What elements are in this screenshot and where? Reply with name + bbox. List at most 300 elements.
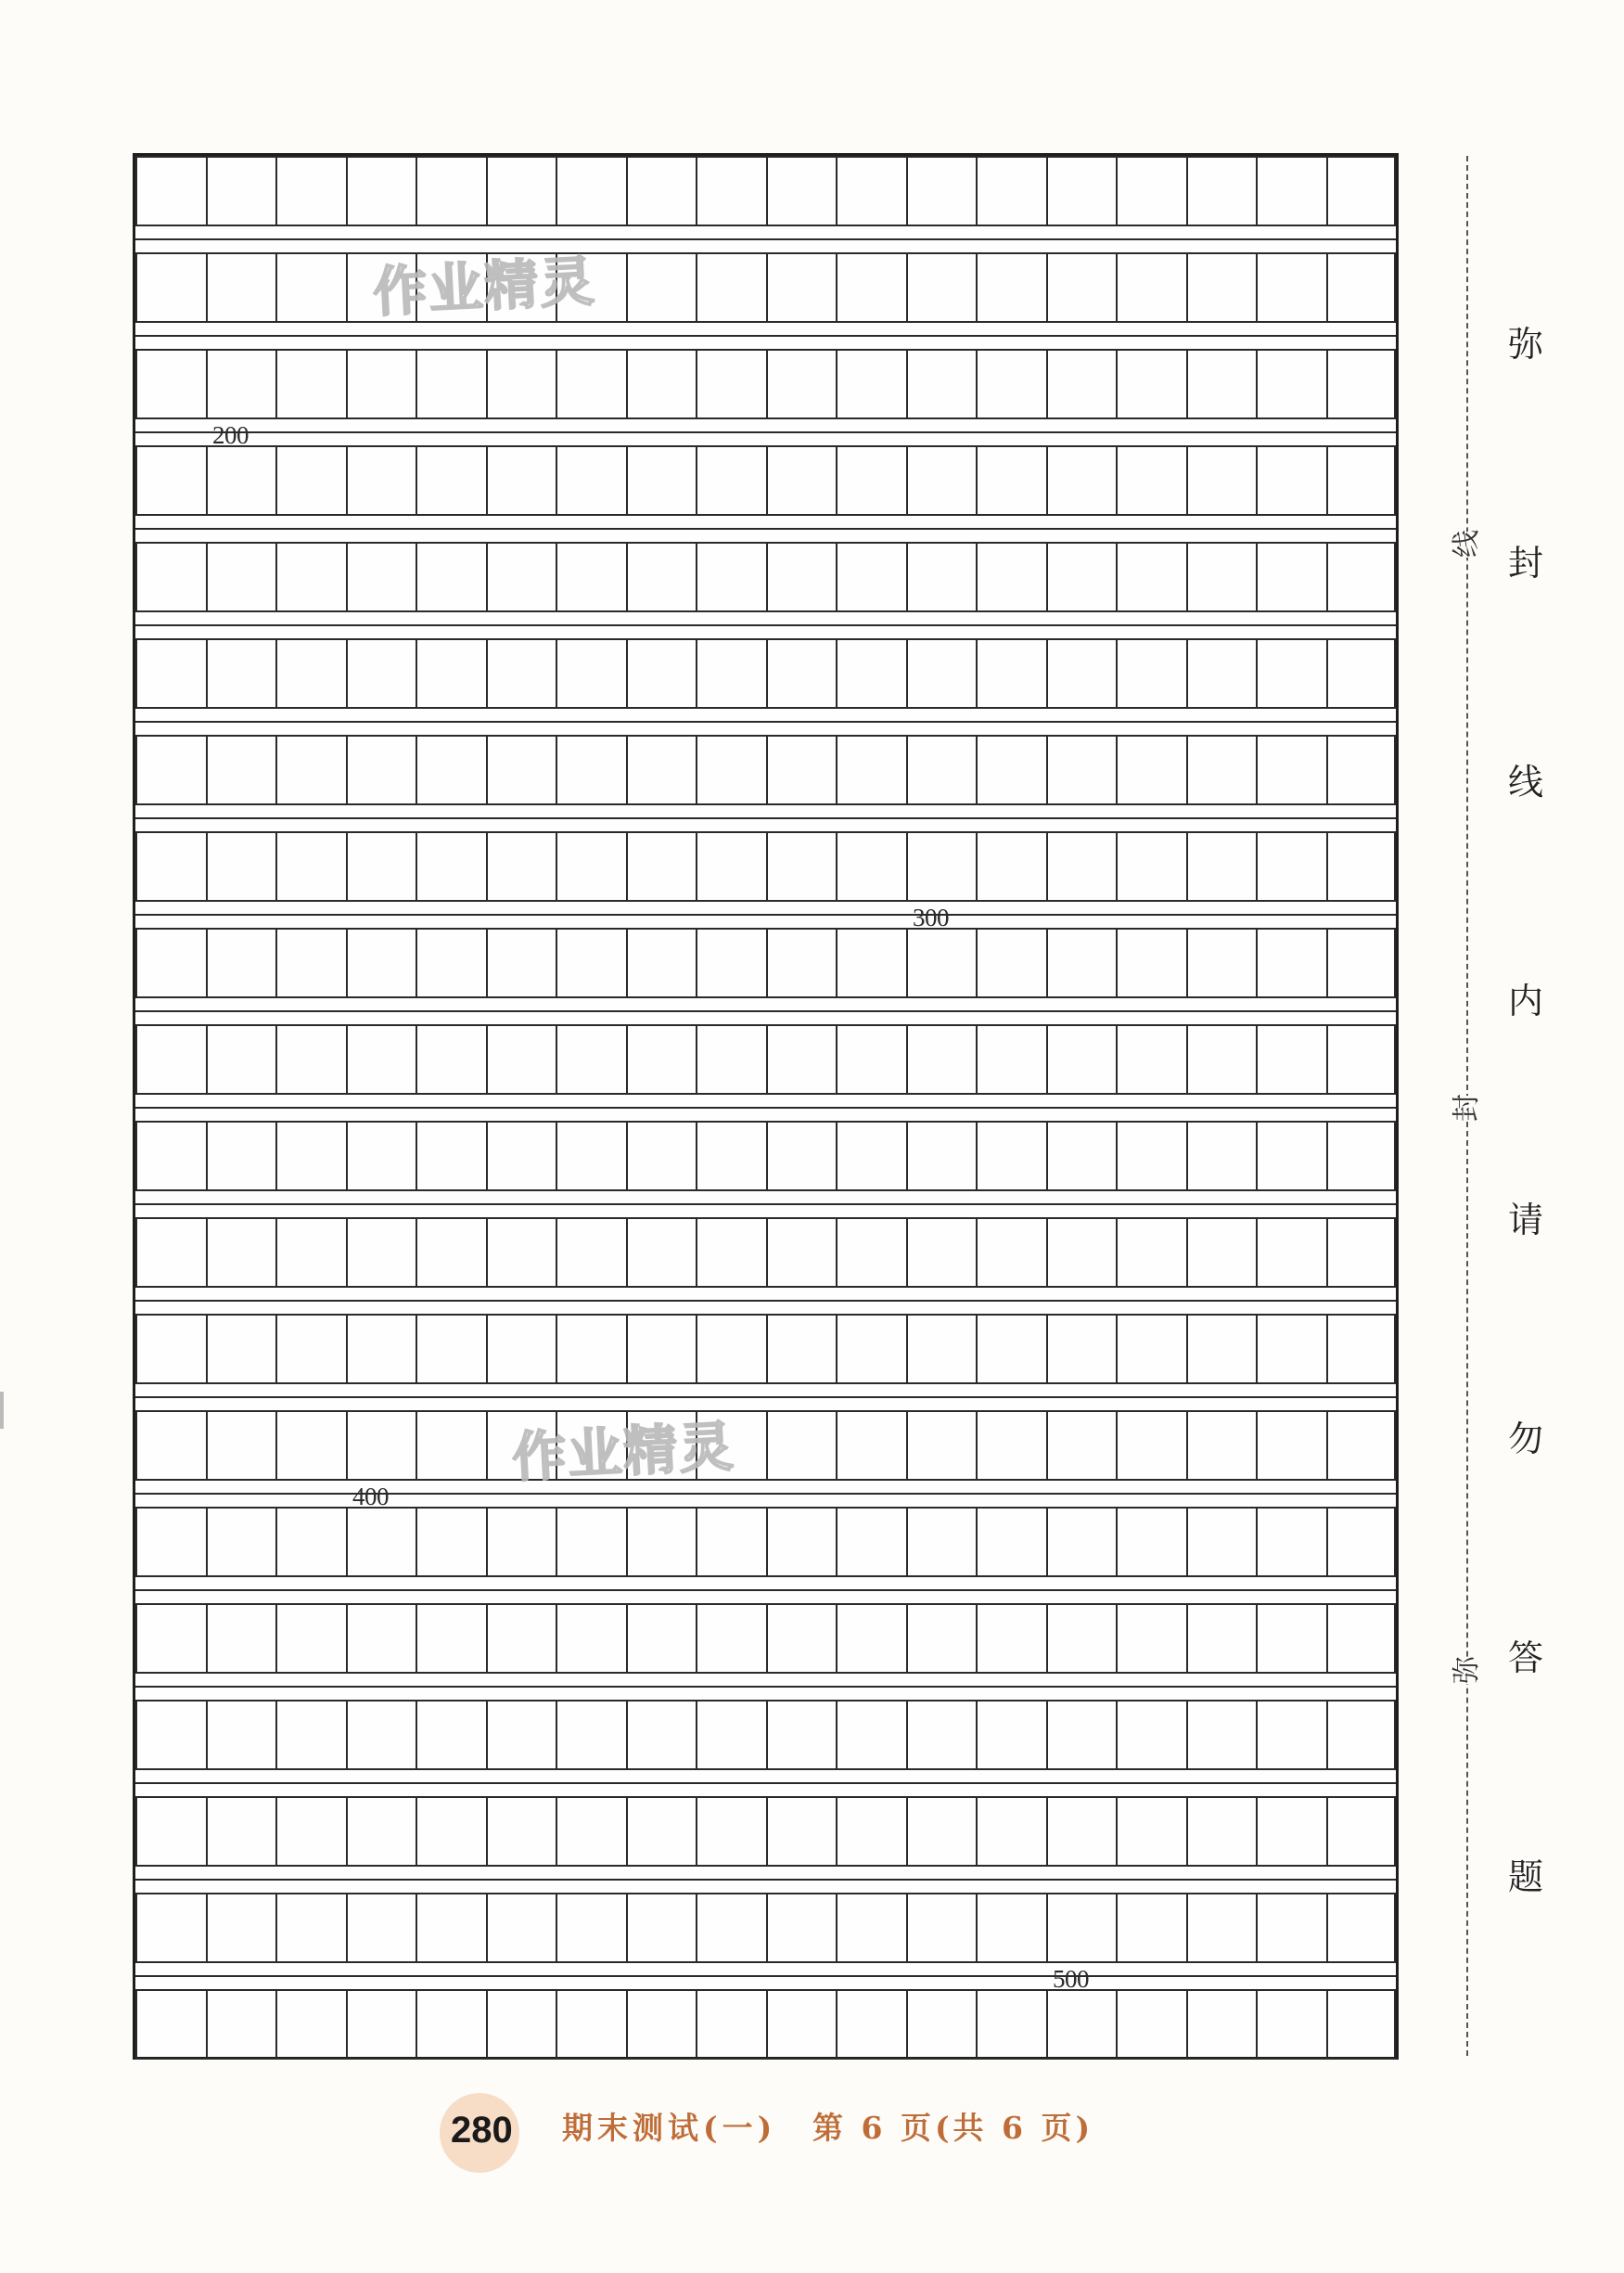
grid-cell[interactable]	[1116, 1893, 1186, 1963]
grid-cell[interactable]	[1186, 735, 1257, 805]
grid-cell[interactable]	[696, 1024, 766, 1095]
grid-cell[interactable]	[1326, 1603, 1397, 1674]
grid-cell[interactable]	[1186, 156, 1257, 226]
grid-cell[interactable]	[766, 1121, 837, 1191]
grid-cell[interactable]	[346, 735, 416, 805]
grid-cell[interactable]	[906, 252, 977, 323]
grid-cell[interactable]	[766, 638, 837, 709]
grid-cell[interactable]	[626, 1989, 697, 2060]
grid-cell[interactable]	[556, 445, 626, 516]
grid-cell[interactable]	[486, 1603, 556, 1674]
grid-cell[interactable]	[906, 1217, 977, 1288]
grid-cell[interactable]	[486, 638, 556, 709]
grid-cell[interactable]	[906, 1989, 977, 2060]
grid-cell[interactable]	[906, 1893, 977, 1963]
grid-cell[interactable]	[906, 1314, 977, 1384]
grid-cell[interactable]	[976, 831, 1046, 902]
grid-cell[interactable]	[416, 1314, 486, 1384]
grid-cell[interactable]	[135, 1121, 206, 1191]
grid-cell[interactable]	[135, 1024, 206, 1095]
grid-cell[interactable]	[1186, 1796, 1257, 1867]
grid-cell[interactable]	[416, 1700, 486, 1770]
grid-cell[interactable]	[1046, 1217, 1117, 1288]
grid-cell[interactable]	[1326, 1024, 1397, 1095]
grid-cell[interactable]	[696, 1603, 766, 1674]
grid-cell[interactable]	[556, 1024, 626, 1095]
grid-cell[interactable]	[1116, 542, 1186, 612]
grid-cell[interactable]	[696, 252, 766, 323]
grid-cell[interactable]	[1256, 542, 1326, 612]
grid-cell[interactable]	[416, 831, 486, 902]
grid-cell[interactable]	[626, 1024, 697, 1095]
grid-cell[interactable]	[696, 1989, 766, 2060]
grid-cell[interactable]	[486, 1700, 556, 1770]
grid-cell[interactable]	[346, 1603, 416, 1674]
grid-cell[interactable]	[206, 928, 276, 998]
grid-cell[interactable]	[1116, 1217, 1186, 1288]
grid-cell[interactable]	[135, 349, 206, 419]
grid-cell[interactable]	[696, 1217, 766, 1288]
grid-cell[interactable]	[206, 1796, 276, 1867]
grid-cell[interactable]	[1326, 542, 1397, 612]
grid-cell[interactable]	[976, 1121, 1046, 1191]
grid-cell[interactable]	[346, 1121, 416, 1191]
grid-cell[interactable]	[836, 1024, 906, 1095]
grid-cell[interactable]	[766, 1217, 837, 1288]
grid-cell[interactable]	[626, 542, 697, 612]
grid-cell[interactable]	[135, 1217, 206, 1288]
grid-cell[interactable]	[626, 1507, 697, 1577]
grid-cell[interactable]	[206, 1410, 276, 1481]
grid-cell[interactable]	[1046, 1507, 1117, 1577]
grid-cell[interactable]	[206, 1989, 276, 2060]
grid-cell[interactable]	[1326, 252, 1397, 323]
grid-cell[interactable]	[1046, 735, 1117, 805]
grid-cell[interactable]	[135, 1893, 206, 1963]
grid-cell[interactable]	[346, 831, 416, 902]
grid-cell[interactable]	[275, 445, 346, 516]
grid-cell[interactable]	[1326, 638, 1397, 709]
grid-cell[interactable]	[766, 445, 837, 516]
grid-cell[interactable]	[1046, 1410, 1117, 1481]
grid-cell[interactable]	[1116, 349, 1186, 419]
grid-cell[interactable]	[1116, 1024, 1186, 1095]
grid-cell[interactable]	[976, 252, 1046, 323]
grid-cell[interactable]	[626, 1603, 697, 1674]
grid-cell[interactable]	[346, 1507, 416, 1577]
grid-cell[interactable]	[556, 156, 626, 226]
grid-cell[interactable]	[1256, 156, 1326, 226]
grid-cell[interactable]	[1326, 445, 1397, 516]
grid-cell[interactable]	[1186, 349, 1257, 419]
grid-cell[interactable]	[766, 1796, 837, 1867]
grid-cell[interactable]	[1046, 1121, 1117, 1191]
grid-cell[interactable]	[135, 1314, 206, 1384]
grid-cell[interactable]	[206, 638, 276, 709]
grid-cell[interactable]	[135, 1796, 206, 1867]
grid-cell[interactable]	[1046, 928, 1117, 998]
grid-cell[interactable]	[976, 349, 1046, 419]
grid-cell[interactable]	[346, 349, 416, 419]
grid-cell[interactable]	[906, 156, 977, 226]
grid-cell[interactable]	[906, 1024, 977, 1095]
grid-cell[interactable]	[486, 735, 556, 805]
grid-cell[interactable]	[416, 1507, 486, 1577]
grid-cell[interactable]	[976, 445, 1046, 516]
grid-cell[interactable]	[416, 1217, 486, 1288]
grid-cell[interactable]	[906, 1796, 977, 1867]
grid-cell[interactable]	[766, 831, 837, 902]
grid-cell[interactable]	[1256, 1507, 1326, 1577]
grid-cell[interactable]	[416, 156, 486, 226]
grid-cell[interactable]	[206, 349, 276, 419]
grid-cell[interactable]	[626, 928, 697, 998]
grid-cell[interactable]	[906, 735, 977, 805]
grid-cell[interactable]	[275, 928, 346, 998]
grid-cell[interactable]	[976, 1603, 1046, 1674]
grid-cell[interactable]	[1186, 928, 1257, 998]
grid-cell[interactable]	[696, 638, 766, 709]
grid-cell[interactable]	[135, 638, 206, 709]
grid-cell[interactable]	[1116, 1603, 1186, 1674]
grid-cell[interactable]	[275, 735, 346, 805]
grid-cell[interactable]	[1256, 831, 1326, 902]
grid-cell[interactable]	[1116, 735, 1186, 805]
grid-cell[interactable]	[1046, 1603, 1117, 1674]
grid-cell[interactable]	[1326, 831, 1397, 902]
grid-cell[interactable]	[1326, 1217, 1397, 1288]
grid-cell[interactable]	[556, 1989, 626, 2060]
grid-cell[interactable]	[135, 252, 206, 323]
grid-cell[interactable]	[346, 1700, 416, 1770]
grid-cell[interactable]	[1326, 1700, 1397, 1770]
grid-cell[interactable]	[346, 1410, 416, 1481]
grid-cell[interactable]	[1186, 1410, 1257, 1481]
grid-cell[interactable]	[1046, 1796, 1117, 1867]
grid-cell[interactable]	[626, 445, 697, 516]
grid-cell[interactable]	[976, 1314, 1046, 1384]
grid-cell[interactable]	[766, 1024, 837, 1095]
grid-cell[interactable]	[275, 831, 346, 902]
grid-cell[interactable]	[626, 156, 697, 226]
grid-cell[interactable]	[626, 735, 697, 805]
grid-cell[interactable]	[1186, 1700, 1257, 1770]
grid-cell[interactable]	[1256, 1121, 1326, 1191]
grid-cell[interactable]	[206, 542, 276, 612]
grid-cell[interactable]	[766, 1410, 837, 1481]
grid-cell[interactable]	[766, 1989, 837, 2060]
grid-cell[interactable]	[836, 1314, 906, 1384]
grid-cell[interactable]	[416, 1989, 486, 2060]
grid-cell[interactable]	[906, 445, 977, 516]
grid-cell[interactable]	[1186, 1314, 1257, 1384]
grid-cell[interactable]	[346, 1314, 416, 1384]
grid-cell[interactable]	[1116, 1700, 1186, 1770]
grid-cell[interactable]	[696, 735, 766, 805]
grid-cell[interactable]	[1326, 1121, 1397, 1191]
grid-cell[interactable]	[275, 1796, 346, 1867]
grid-cell[interactable]	[836, 638, 906, 709]
grid-cell[interactable]	[275, 1700, 346, 1770]
grid-cell[interactable]	[976, 156, 1046, 226]
grid-cell[interactable]	[906, 831, 977, 902]
grid-cell[interactable]	[1256, 1410, 1326, 1481]
grid-cell[interactable]	[836, 1989, 906, 2060]
grid-cell[interactable]	[275, 638, 346, 709]
grid-cell[interactable]	[696, 156, 766, 226]
grid-cell[interactable]	[556, 1121, 626, 1191]
grid-cell[interactable]	[486, 349, 556, 419]
grid-cell[interactable]	[1046, 542, 1117, 612]
grid-cell[interactable]	[1116, 928, 1186, 998]
grid-cell[interactable]	[556, 542, 626, 612]
grid-cell[interactable]	[626, 1893, 697, 1963]
grid-cell[interactable]	[766, 1893, 837, 1963]
grid-cell[interactable]	[906, 1410, 977, 1481]
grid-cell[interactable]	[626, 1217, 697, 1288]
grid-cell[interactable]	[766, 349, 837, 419]
grid-cell[interactable]	[1116, 1314, 1186, 1384]
grid-cell[interactable]	[766, 1314, 837, 1384]
grid-cell[interactable]	[206, 831, 276, 902]
grid-cell[interactable]	[346, 542, 416, 612]
grid-cell[interactable]	[1186, 1024, 1257, 1095]
grid-cell[interactable]	[346, 1893, 416, 1963]
grid-cell[interactable]	[906, 1603, 977, 1674]
grid-cell[interactable]	[1046, 1024, 1117, 1095]
grid-cell[interactable]	[1046, 638, 1117, 709]
grid-cell[interactable]	[486, 542, 556, 612]
grid-cell[interactable]	[416, 1603, 486, 1674]
grid-cell[interactable]	[275, 1121, 346, 1191]
grid-cell[interactable]	[1116, 831, 1186, 902]
grid-cell[interactable]	[1326, 735, 1397, 805]
grid-cell[interactable]	[1116, 1410, 1186, 1481]
grid-cell[interactable]	[696, 542, 766, 612]
grid-cell[interactable]	[766, 1700, 837, 1770]
grid-cell[interactable]	[1186, 831, 1257, 902]
grid-cell[interactable]	[1046, 1893, 1117, 1963]
grid-cell[interactable]	[696, 1796, 766, 1867]
grid-cell[interactable]	[1116, 1796, 1186, 1867]
grid-cell[interactable]	[556, 1603, 626, 1674]
grid-cell[interactable]	[206, 1121, 276, 1191]
grid-cell[interactable]	[766, 156, 837, 226]
grid-cell[interactable]	[976, 1024, 1046, 1095]
grid-cell[interactable]	[556, 928, 626, 998]
grid-cell[interactable]	[976, 735, 1046, 805]
grid-cell[interactable]	[906, 349, 977, 419]
grid-cell[interactable]	[976, 1796, 1046, 1867]
grid-cell[interactable]	[836, 928, 906, 998]
grid-cell[interactable]	[135, 735, 206, 805]
grid-cell[interactable]	[1116, 1121, 1186, 1191]
grid-cell[interactable]	[766, 1603, 837, 1674]
grid-cell[interactable]	[766, 252, 837, 323]
grid-cell[interactable]	[416, 1024, 486, 1095]
grid-cell[interactable]	[696, 445, 766, 516]
grid-cell[interactable]	[836, 542, 906, 612]
grid-cell[interactable]	[556, 1217, 626, 1288]
grid-cell[interactable]	[1116, 638, 1186, 709]
grid-cell[interactable]	[1256, 735, 1326, 805]
grid-cell[interactable]	[486, 1507, 556, 1577]
grid-cell[interactable]	[275, 1217, 346, 1288]
grid-cell[interactable]	[1256, 1893, 1326, 1963]
grid-cell[interactable]	[1256, 1700, 1326, 1770]
grid-cell[interactable]	[1186, 542, 1257, 612]
grid-cell[interactable]	[486, 1121, 556, 1191]
grid-cell[interactable]	[976, 542, 1046, 612]
grid-cell[interactable]	[836, 1796, 906, 1867]
grid-cell[interactable]	[135, 1989, 206, 2060]
grid-cell[interactable]	[416, 445, 486, 516]
grid-cell[interactable]	[486, 1217, 556, 1288]
grid-cell[interactable]	[275, 1410, 346, 1481]
grid-cell[interactable]	[275, 1507, 346, 1577]
grid-cell[interactable]	[486, 1314, 556, 1384]
grid-cell[interactable]	[416, 638, 486, 709]
grid-cell[interactable]	[206, 735, 276, 805]
grid-cell[interactable]	[626, 1700, 697, 1770]
grid-cell[interactable]	[1186, 445, 1257, 516]
grid-cell[interactable]	[275, 542, 346, 612]
grid-cell[interactable]	[1326, 349, 1397, 419]
grid-cell[interactable]	[976, 928, 1046, 998]
grid-cell[interactable]	[346, 156, 416, 226]
grid-cell[interactable]	[696, 1314, 766, 1384]
grid-cell[interactable]	[626, 1121, 697, 1191]
grid-cell[interactable]	[836, 1410, 906, 1481]
grid-cell[interactable]	[976, 1507, 1046, 1577]
grid-cell[interactable]	[135, 1603, 206, 1674]
grid-cell[interactable]	[275, 1314, 346, 1384]
grid-cell[interactable]	[976, 638, 1046, 709]
grid-cell[interactable]	[1046, 252, 1117, 323]
grid-cell[interactable]	[836, 1507, 906, 1577]
grid-cell[interactable]	[275, 349, 346, 419]
grid-cell[interactable]	[206, 1700, 276, 1770]
grid-cell[interactable]	[1046, 831, 1117, 902]
grid-cell[interactable]	[626, 638, 697, 709]
grid-cell[interactable]	[836, 735, 906, 805]
grid-cell[interactable]	[626, 1796, 697, 1867]
grid-cell[interactable]	[486, 1024, 556, 1095]
grid-cell[interactable]	[416, 735, 486, 805]
grid-cell[interactable]	[1186, 1217, 1257, 1288]
grid-cell[interactable]	[556, 1796, 626, 1867]
grid-cell[interactable]	[486, 156, 556, 226]
grid-cell[interactable]	[1256, 1314, 1326, 1384]
grid-cell[interactable]	[1116, 156, 1186, 226]
grid-cell[interactable]	[906, 1507, 977, 1577]
grid-cell[interactable]	[1326, 156, 1397, 226]
grid-cell[interactable]	[836, 831, 906, 902]
grid-cell[interactable]	[1256, 928, 1326, 998]
grid-cell[interactable]	[976, 1700, 1046, 1770]
grid-cell[interactable]	[836, 1700, 906, 1770]
grid-cell[interactable]	[836, 1603, 906, 1674]
grid-cell[interactable]	[275, 252, 346, 323]
grid-cell[interactable]	[836, 349, 906, 419]
grid-cell[interactable]	[766, 928, 837, 998]
grid-cell[interactable]	[206, 1507, 276, 1577]
grid-cell[interactable]	[976, 1410, 1046, 1481]
grid-cell[interactable]	[275, 1603, 346, 1674]
grid-cell[interactable]	[696, 831, 766, 902]
grid-cell[interactable]	[696, 349, 766, 419]
grid-cell[interactable]	[275, 1024, 346, 1095]
grid-cell[interactable]	[486, 445, 556, 516]
grid-cell[interactable]	[626, 831, 697, 902]
grid-cell[interactable]	[976, 1893, 1046, 1963]
grid-cell[interactable]	[416, 542, 486, 612]
grid-cell[interactable]	[1116, 252, 1186, 323]
grid-cell[interactable]	[906, 638, 977, 709]
grid-cell[interactable]	[556, 1893, 626, 1963]
grid-cell[interactable]	[696, 1121, 766, 1191]
grid-cell[interactable]	[1046, 1989, 1117, 2060]
grid-cell[interactable]	[206, 156, 276, 226]
grid-cell[interactable]	[206, 1603, 276, 1674]
grid-cell[interactable]	[1186, 252, 1257, 323]
grid-cell[interactable]	[206, 1314, 276, 1384]
grid-cell[interactable]	[556, 638, 626, 709]
grid-cell[interactable]	[1256, 349, 1326, 419]
grid-cell[interactable]	[1046, 156, 1117, 226]
grid-cell[interactable]	[1256, 1603, 1326, 1674]
grid-cell[interactable]	[626, 1314, 697, 1384]
grid-cell[interactable]	[135, 831, 206, 902]
grid-cell[interactable]	[1326, 928, 1397, 998]
grid-cell[interactable]	[1326, 1314, 1397, 1384]
grid-cell[interactable]	[206, 252, 276, 323]
grid-cell[interactable]	[1256, 1024, 1326, 1095]
grid-cell[interactable]	[416, 1410, 486, 1481]
grid-cell[interactable]	[1116, 1989, 1186, 2060]
grid-cell[interactable]	[1116, 445, 1186, 516]
grid-cell[interactable]	[766, 735, 837, 805]
grid-cell[interactable]	[626, 252, 697, 323]
grid-cell[interactable]	[1046, 1700, 1117, 1770]
grid-cell[interactable]	[1256, 445, 1326, 516]
grid-cell[interactable]	[346, 928, 416, 998]
grid-cell[interactable]	[1326, 1989, 1397, 2060]
grid-cell[interactable]	[1256, 1989, 1326, 2060]
grid-cell[interactable]	[416, 1893, 486, 1963]
grid-cell[interactable]	[135, 1507, 206, 1577]
grid-cell[interactable]	[1186, 1121, 1257, 1191]
grid-cell[interactable]	[906, 928, 977, 998]
grid-cell[interactable]	[135, 542, 206, 612]
grid-cell[interactable]	[1046, 445, 1117, 516]
grid-cell[interactable]	[1326, 1507, 1397, 1577]
grid-cell[interactable]	[206, 445, 276, 516]
grid-cell[interactable]	[486, 1989, 556, 2060]
grid-cell[interactable]	[556, 1507, 626, 1577]
grid-cell[interactable]	[696, 1893, 766, 1963]
grid-cell[interactable]	[1256, 1796, 1326, 1867]
grid-cell[interactable]	[766, 1507, 837, 1577]
grid-cell[interactable]	[1256, 252, 1326, 323]
grid-cell[interactable]	[486, 928, 556, 998]
grid-cell[interactable]	[1256, 638, 1326, 709]
grid-cell[interactable]	[556, 1314, 626, 1384]
grid-cell[interactable]	[416, 349, 486, 419]
grid-cell[interactable]	[206, 1893, 276, 1963]
grid-cell[interactable]	[1326, 1410, 1397, 1481]
grid-cell[interactable]	[206, 1024, 276, 1095]
